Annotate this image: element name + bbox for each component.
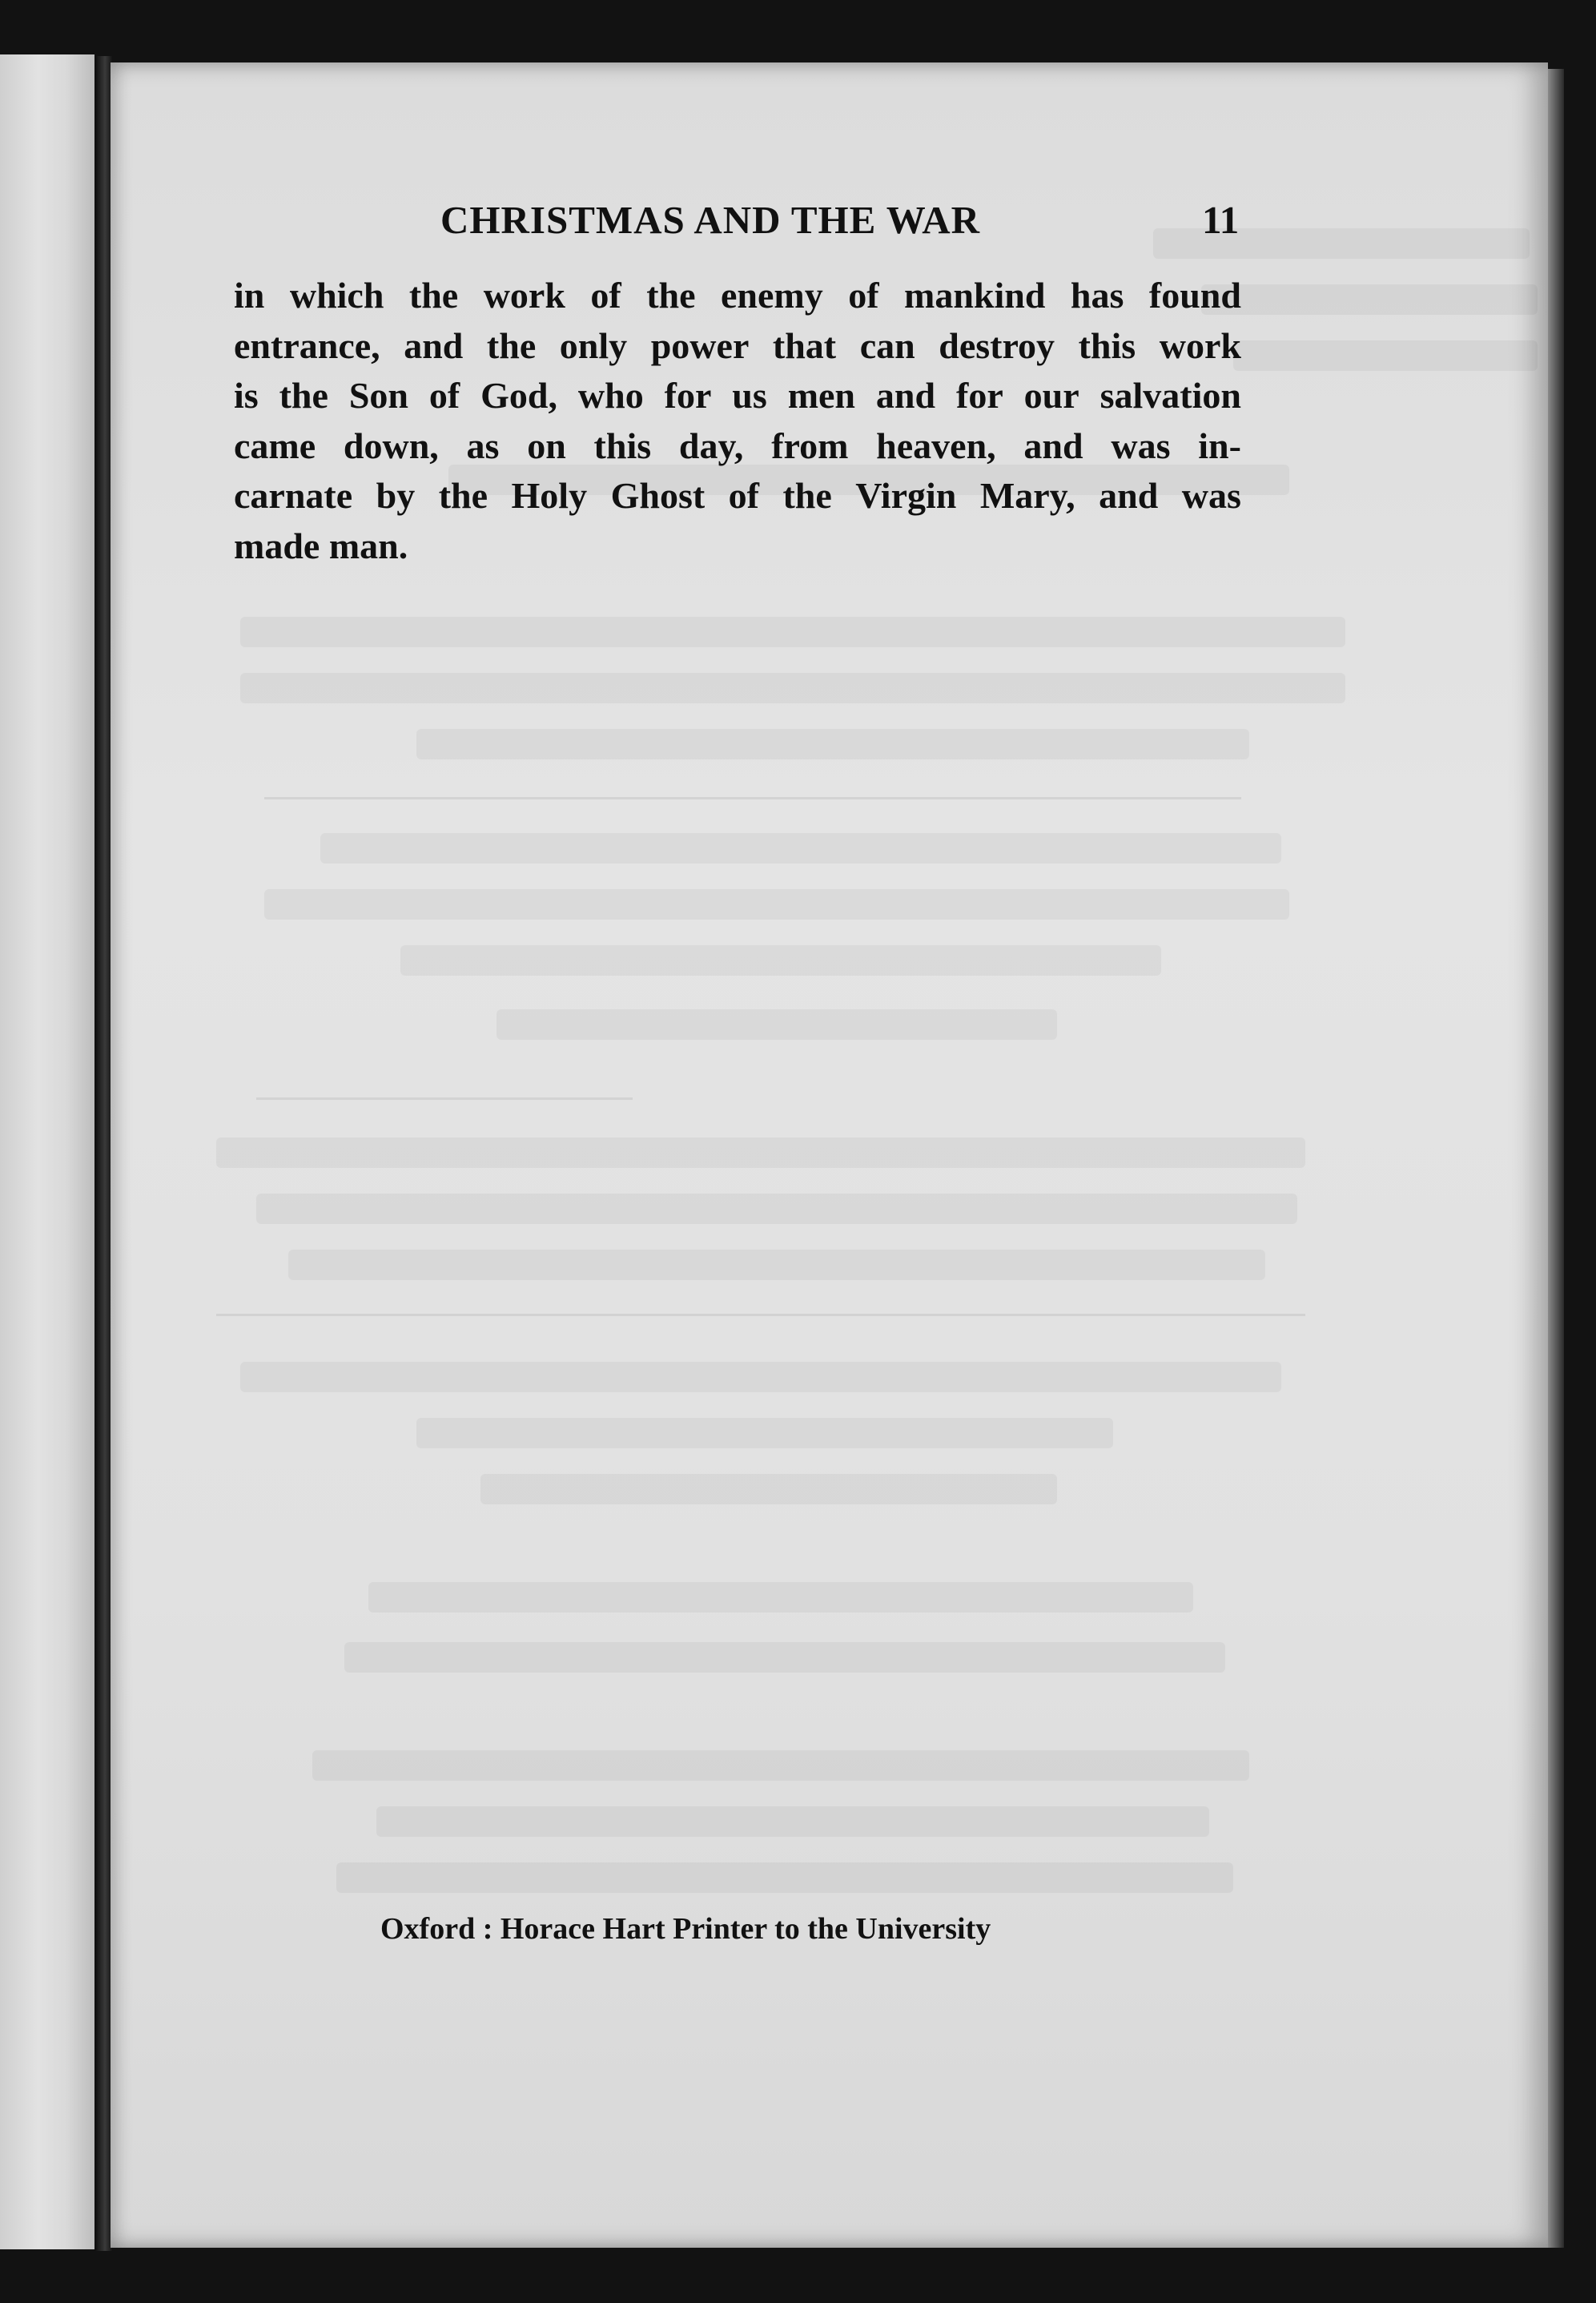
body-line bbox=[234, 521, 1241, 572]
body-word: Mary, bbox=[979, 475, 1075, 516]
body-word: power bbox=[650, 324, 750, 366]
body-word: enemy bbox=[721, 275, 823, 316]
body-word: of bbox=[848, 275, 879, 316]
body-word: from bbox=[771, 425, 849, 466]
body-word: the bbox=[486, 324, 537, 366]
body-word: God, bbox=[480, 375, 558, 416]
body-line bbox=[234, 321, 1241, 372]
body-word: Ghost bbox=[610, 475, 706, 516]
body-line bbox=[234, 271, 1241, 321]
body-word: mankind bbox=[904, 275, 1046, 316]
body-word: us bbox=[732, 375, 767, 416]
body-word: for bbox=[956, 375, 1003, 416]
body-word: our bbox=[1023, 375, 1079, 416]
body-word: this bbox=[1078, 324, 1136, 366]
body-word: that bbox=[772, 324, 837, 366]
body-word: can bbox=[859, 324, 915, 366]
previous-page-edge bbox=[0, 54, 94, 2249]
body-word: which bbox=[289, 275, 384, 316]
body-word: work bbox=[483, 275, 565, 316]
body-word: entrance, bbox=[234, 324, 380, 366]
body-word: is bbox=[234, 375, 259, 416]
running-title: CHRISTMAS AND THE WAR bbox=[440, 198, 981, 242]
body-word: and bbox=[875, 375, 936, 416]
body-word: the bbox=[279, 375, 328, 416]
body-line bbox=[234, 371, 1241, 421]
body-word: Virgin bbox=[855, 475, 957, 516]
body-word: the bbox=[646, 275, 696, 316]
body-word: and bbox=[1023, 425, 1083, 466]
body-line bbox=[234, 421, 1241, 472]
body-word: work bbox=[1159, 324, 1241, 366]
body-word: Son bbox=[348, 375, 408, 416]
body-word: in- bbox=[1198, 425, 1241, 466]
body-word: and bbox=[1099, 475, 1159, 516]
body-word: of bbox=[428, 375, 460, 416]
body-word: made bbox=[234, 525, 329, 566]
body-word: for bbox=[664, 375, 712, 416]
body-word: heaven, bbox=[876, 425, 996, 466]
body-word: Holy bbox=[511, 475, 588, 516]
body-word: the bbox=[408, 275, 459, 316]
page-number: 11 bbox=[1202, 198, 1240, 242]
body-word: as bbox=[466, 425, 500, 466]
body-word: man. bbox=[328, 525, 408, 566]
body-word: found bbox=[1148, 275, 1241, 316]
body-line bbox=[234, 471, 1241, 521]
body-word: salvation bbox=[1100, 375, 1241, 416]
body-word: only bbox=[559, 324, 628, 366]
body-word: in bbox=[234, 275, 265, 316]
body-word: this bbox=[593, 425, 652, 466]
printer-imprint: Oxford : Horace Hart Printer to the University bbox=[380, 1912, 991, 1946]
body-word: of bbox=[728, 475, 759, 516]
body-word: was bbox=[1111, 425, 1171, 466]
body-paragraph bbox=[234, 271, 1241, 571]
page-right-edge bbox=[1548, 69, 1564, 2248]
body-word: was bbox=[1181, 475, 1241, 516]
body-word: came bbox=[234, 425, 316, 466]
body-word: by bbox=[376, 475, 416, 516]
body-word: carnate bbox=[234, 475, 353, 516]
body-word: the bbox=[782, 475, 832, 516]
body-word: has bbox=[1070, 275, 1124, 316]
book-spine bbox=[94, 56, 112, 2251]
body-word: who bbox=[577, 375, 644, 416]
body-word: day, bbox=[678, 425, 744, 466]
body-word: on bbox=[527, 425, 566, 466]
body-word: the bbox=[438, 475, 488, 516]
body-word: destroy bbox=[939, 324, 1055, 366]
body-word: men bbox=[787, 375, 856, 416]
body-word: and bbox=[404, 324, 464, 366]
body-word: down, bbox=[343, 425, 439, 466]
body-word: of bbox=[590, 275, 621, 316]
